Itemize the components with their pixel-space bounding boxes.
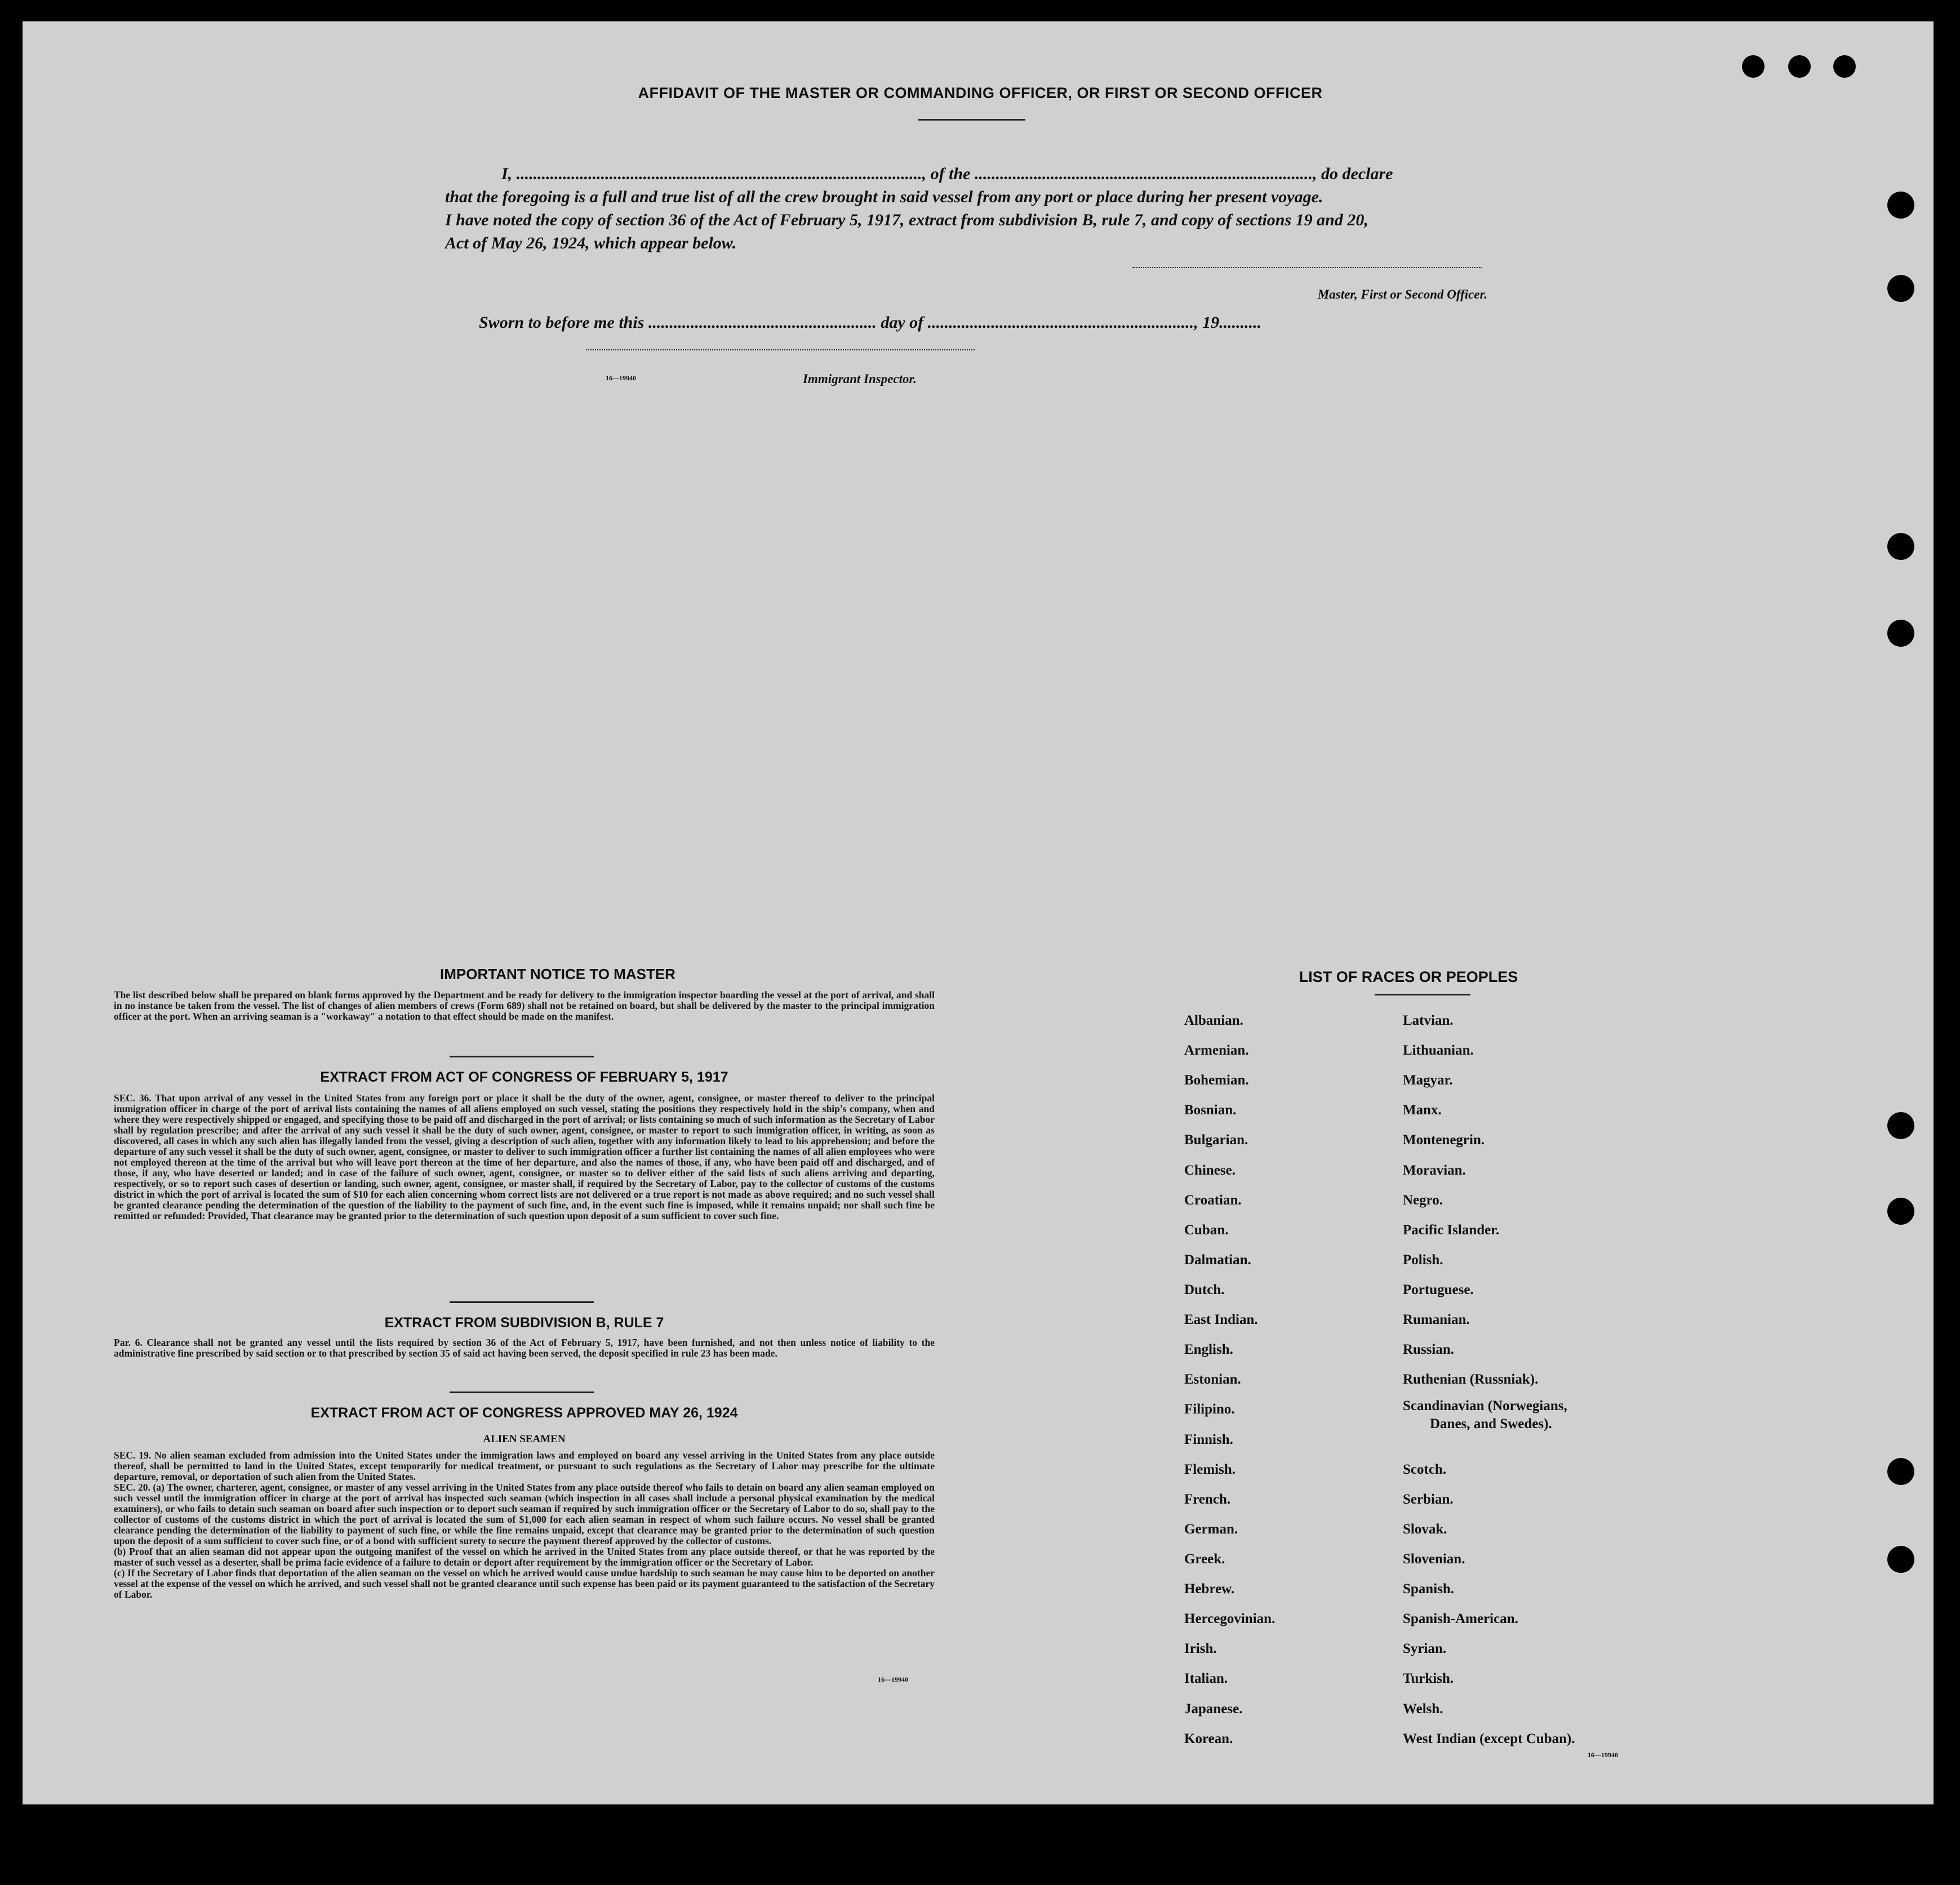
races-title: LIST OF RACES OR PEOPLES xyxy=(1299,968,1518,985)
punch-hole xyxy=(1788,55,1811,78)
race-item: Croatian. xyxy=(1184,1193,1242,1208)
sworn-line: Sworn to before me this ...................................................... day of ..............................................................., 19.......... xyxy=(479,313,1262,332)
race-item: Bosnian. xyxy=(1184,1102,1237,1118)
race-item: Welsh. xyxy=(1403,1701,1443,1717)
race-item: Armenian. xyxy=(1184,1043,1249,1058)
punch-hole xyxy=(1887,1112,1914,1139)
race-item: Cuban. xyxy=(1184,1222,1229,1238)
section-20a: SEC. 20. (a) The owner, charterer, agent, consignee, or master of any vessel arriving in the United States from any place outside thereof who fails to detain on board any alien seaman employed on such vessel until the immigration officer in charge at the port of arrival has inspected such seaman (which inspection in all cases shall include a personal physical examination by the medical examiners), or who fails to detain such seaman on board after such inspection or to deport such seaman if required by such immigration officer or the Secretary of Labor to do so, shall pay to the collector of customs of the customs district in which the port of arrival is located the sum of $1,000 for each alien seaman in respect of whom such failure occurs. No vessel shall be granted clearance pending the determination of the liability to payment of such fine, or while the fine remains unpaid, except that clearance may be granted prior to the determination of such question upon the deposit of a sum sufficient to cover such fine, or of a bond with sufficient surety to secure the payment thereof approved by the collector of customs. xyxy=(114,1482,935,1546)
race-item: Ruthenian (Russniak). xyxy=(1403,1372,1539,1387)
race-item: Scotch. xyxy=(1403,1462,1447,1477)
signature-line xyxy=(1132,267,1482,268)
extract-1917-title: EXTRACT FROM ACT OF CONGRESS OF FEBRUARY 5, 1917 xyxy=(320,1069,728,1085)
race-item: Spanish-American. xyxy=(1403,1611,1518,1626)
race-item: Dalmatian. xyxy=(1184,1252,1251,1268)
race-item: Irish. xyxy=(1184,1641,1217,1656)
race-item: West Indian (except Cuban). xyxy=(1403,1731,1575,1746)
race-item: Moravian. xyxy=(1403,1163,1466,1178)
extract-1924-subtitle: ALIEN SEAMEN xyxy=(483,1433,566,1445)
race-item: Rumanian. xyxy=(1403,1312,1470,1327)
notice-title: IMPORTANT NOTICE TO MASTER xyxy=(440,966,675,982)
title-underline xyxy=(918,119,1025,121)
punch-hole xyxy=(1833,55,1856,78)
race-item: Chinese. xyxy=(1184,1163,1235,1178)
signature-label: Master, First or Second Officer. xyxy=(1317,287,1487,301)
race-item: Estonian. xyxy=(1184,1372,1241,1387)
notice-body: The list described below shall be prepared on blank forms approved by the Department and be ready for delivery to the immigration inspector boarding the vessel at the port of arrival, and shall in no instance be taken from the vessel. The list of changes of alien members of crews (Form 689) shall not be retained on board, but shall be delivered by the master to the principal immigration officer at the port. When an arriving seaman is a "workaway" a notation to that effect should be made on the manifest. xyxy=(114,989,935,1022)
race-item: Bohemian. xyxy=(1184,1073,1249,1088)
race-item: German. xyxy=(1184,1522,1238,1537)
race-item: Slovenian. xyxy=(1403,1551,1465,1567)
race-item: Finnish. xyxy=(1184,1432,1233,1447)
race-item: Albanian. xyxy=(1184,1013,1243,1028)
extract-rule7-body: Par. 6. Clearance shall not be granted any vessel until the lists required by section 36 of the Act of February 5, 1917, have been furnished, and not then unless notice of liability to the administrative fine prescribed by said section or to that prescribed by section 35 of said act having been served, the deposit specified in rule 23 has been made. xyxy=(114,1337,935,1359)
section-19: SEC. 19. No alien seaman excluded from admission into the United States under the immigration laws and employed on board any vessel arriving in the United States from any place outside thereof, shall be permitted to land in the United States, except temporarily for medical treatment, or pursuant to such regulations as the Secretary of Labor may prescribe for the ultimate departure, removal, or deportation of such alien from the United States. xyxy=(114,1450,935,1482)
race-item: Greek. xyxy=(1184,1551,1225,1567)
form-number: 16—19940 xyxy=(606,374,636,382)
section-divider xyxy=(450,1301,594,1303)
punch-hole xyxy=(1887,1458,1914,1485)
section-divider xyxy=(450,1056,594,1057)
affidavit-title: AFFIDAVIT OF THE MASTER OR COMMANDING OFFICER, OR FIRST OR SECOND OFFICER xyxy=(638,85,1323,101)
form-number: 16—19940 xyxy=(878,1675,908,1683)
race-item: French. xyxy=(1184,1492,1231,1507)
race-item: Lithuanian. xyxy=(1403,1043,1474,1058)
inspector-signature-line xyxy=(586,349,975,350)
punch-hole xyxy=(1887,1546,1914,1573)
race-item: Korean. xyxy=(1184,1731,1233,1746)
race-item: English. xyxy=(1184,1342,1233,1357)
punch-hole xyxy=(1887,1198,1914,1225)
race-item: Turkish. xyxy=(1403,1671,1454,1686)
race-item: Danes, and Swedes). xyxy=(1430,1416,1552,1431)
extract-1924-body xyxy=(114,1450,935,1600)
punch-hole xyxy=(1887,533,1914,560)
race-item: East Indian. xyxy=(1184,1312,1258,1327)
section-20b: (b) Proof that an alien seaman did not appear upon the outgoing manifest of the vessel on which he arrived in the United States from any place outside thereof, or that he was reported by the master of such vessel as a deserter, shall be prima facie evidence of a failure to detain or deport after requirement by the immigration officer or the Secretary of Labor. xyxy=(114,1546,935,1568)
race-item: Slovak. xyxy=(1403,1522,1447,1537)
race-item: Bulgarian. xyxy=(1184,1132,1248,1148)
race-item: Italian. xyxy=(1184,1671,1228,1686)
race-item: Russian. xyxy=(1403,1342,1455,1357)
races-title-underline xyxy=(1375,994,1470,995)
race-item: Filipino. xyxy=(1184,1402,1235,1417)
section-divider xyxy=(450,1391,594,1393)
declaration-line-2: that the foregoing is a full and true list of all the crew brought in said vessel from any port or place during her present voyage. xyxy=(445,188,1323,206)
punch-hole xyxy=(1742,55,1765,78)
race-item: Serbian. xyxy=(1403,1492,1454,1507)
race-item: Hebrew. xyxy=(1184,1581,1235,1597)
race-item: Polish. xyxy=(1403,1252,1443,1268)
form-sheet xyxy=(23,21,1934,1804)
race-item: Manx. xyxy=(1403,1102,1442,1118)
punch-hole xyxy=(1887,620,1914,647)
declaration-line-1: I, ................................................................................................, of the ................................................................................, do declare xyxy=(501,165,1393,183)
extract-1924-title: EXTRACT FROM ACT OF CONGRESS APPROVED MAY 26, 1924 xyxy=(310,1405,738,1421)
declaration-block xyxy=(445,162,1561,255)
race-item: Negro. xyxy=(1403,1193,1443,1208)
punch-hole xyxy=(1887,275,1914,302)
race-item: Scandinavian (Norwegians, xyxy=(1403,1398,1567,1413)
declaration-line-4: Act of May 26, 1924, which appear below. xyxy=(445,234,737,252)
race-item: Montenegrin. xyxy=(1403,1132,1485,1148)
declaration-line-3: I have noted the copy of section 36 of the Act of February 5, 1917, extract from subdivision B, rule 7, and copy of sections 19 and 20, xyxy=(445,211,1368,229)
race-item: Syrian. xyxy=(1403,1641,1447,1656)
extract-rule7-title: EXTRACT FROM SUBDIVISION B, RULE 7 xyxy=(384,1315,664,1331)
race-item: Flemish. xyxy=(1184,1462,1235,1477)
race-item: Magyar. xyxy=(1403,1073,1453,1088)
extract-1917-body: SEC. 36. That upon arrival of any vessel in the United States from any foreign port or place it shall be the duty of the owner, agent, consignee, or master thereof to deliver to the principal immigration officer in charge of the port of arrival lists containing the names of all aliens employed on such vessel, stating the positions they respectively hold in the ship's company, when and where they were respectively shipped or engaged, and specifying those to be paid off and discharged in the port of arrival; or lists containing so much of such information as the Secretary of Labor shall by regulation prescribe; and after the arrival of any such vessel it shall be the duty of such owner, agent, consignee, or master to report to such immigration officer, in writing, as soon as discovered, all cases in which any such alien has illegally landed from the vessel, giving a description of such alien, together with any information likely to lead to his apprehension; and before the departure of any such vessel it shall be the duty of such owner, agent, consignee, or master to deliver to such immigration officer a further list containing the names of all alien employees who were not employed thereon at the time of the arrival but who will leave port thereon at the time of her departure, and also the names of those, if any, who have been paid off and discharged, and of those, if any, who have deserted or landed; and in case of the failure of such owner, agent, consignee, or master so to deliver either of the said lists of such aliens arriving and departing, respectively, or so to report such cases of desertion or landing, such owner, agent, consignee, or master shall, if required by the Secretary of Labor, pay to the collector of customs of the customs district in which the port of arrival is located the sum of $10 for each alien concerning whom correct lists are not delivered or a true report is not made as above required; and no such vessel shall be granted clearance pending the determination of the question of the liability to the payment of such fine, and, in the event such fine is imposed, while it remains unpaid; nor shall such fine be remitted or refunded: Provided, That clearance may be granted prior to the determination of such question upon deposit of a sum sufficient to cover such fine. xyxy=(114,1092,935,1221)
race-item: Spanish. xyxy=(1403,1581,1455,1597)
section-20c: (c) If the Secretary of Labor finds that deportation of the alien seaman on the vessel on which he arrived would cause undue hardship to such seaman he may cause him to be deported on another vessel at the expense of the vessel on which he arrived, and such vessel shall not be granted clearance until such expense has been paid or its payment guaranteed to the satisfaction of the Secretary of Labor. xyxy=(114,1567,935,1600)
race-item: Portuguese. xyxy=(1403,1282,1474,1297)
race-item: Dutch. xyxy=(1184,1282,1225,1297)
form-number: 16—19940 xyxy=(1588,1751,1618,1759)
race-item: Pacific Islander. xyxy=(1403,1222,1500,1238)
race-item: Hercegovinian. xyxy=(1184,1611,1275,1626)
race-item: Japanese. xyxy=(1184,1701,1243,1717)
race-item: Latvian. xyxy=(1403,1013,1454,1028)
punch-hole xyxy=(1887,192,1914,219)
inspector-label: Immigrant Inspector. xyxy=(803,372,917,386)
